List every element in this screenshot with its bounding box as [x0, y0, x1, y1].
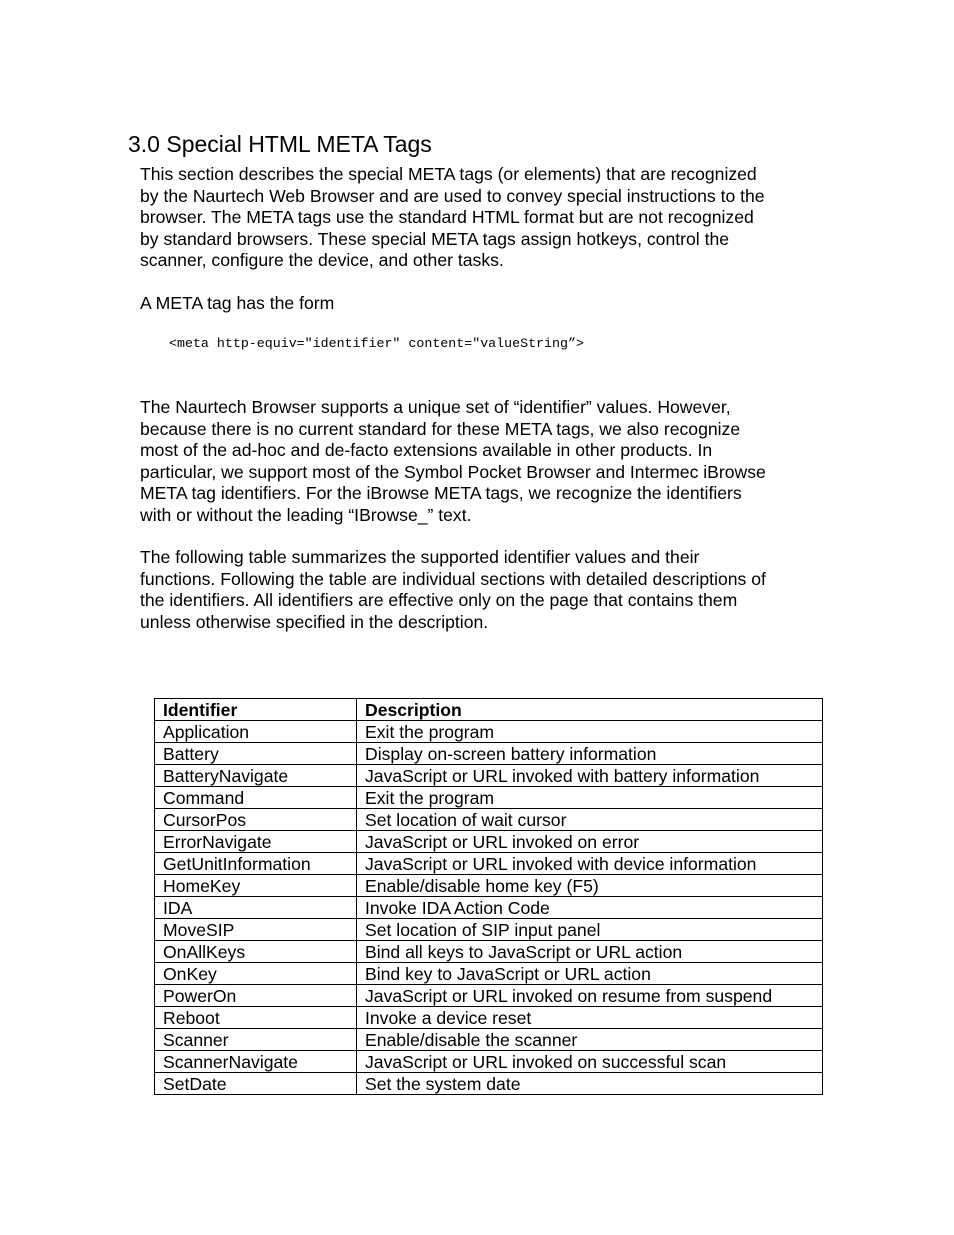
identifier-cell: MoveSIP: [155, 919, 357, 941]
table-row: [155, 897, 823, 919]
description-cell: Exit the program: [357, 787, 823, 809]
table-row: [155, 1029, 823, 1051]
identifier-table: [154, 698, 823, 1095]
description-cell: Bind key to JavaScript or URL action: [357, 963, 823, 985]
table-row: [155, 1051, 823, 1073]
description-cell: Enable/disable home key (F5): [357, 875, 823, 897]
header-identifier: Identifier: [155, 699, 357, 721]
table-row: [155, 787, 823, 809]
table-row: [155, 919, 823, 941]
identifier-cell: ErrorNavigate: [155, 831, 357, 853]
description-cell: Enable/disable the scanner: [357, 1029, 823, 1051]
identifier-cell: Reboot: [155, 1007, 357, 1029]
description-cell: JavaScript or URL invoked on successful scan: [357, 1051, 823, 1073]
table-row: [155, 721, 823, 743]
description-cell: Invoke a device reset: [357, 1007, 823, 1029]
identifier-cell: ScannerNavigate: [155, 1051, 357, 1073]
header-description: Description: [357, 699, 823, 721]
description-cell: Set location of wait cursor: [357, 809, 823, 831]
description-cell: Set location of SIP input panel: [357, 919, 823, 941]
table-row: [155, 743, 823, 765]
table-row: [155, 765, 823, 787]
section-heading: 3.0 Special HTML META Tags: [128, 131, 432, 157]
table-header-row: [155, 699, 823, 721]
description-cell: JavaScript or URL invoked with device information: [357, 853, 823, 875]
identifier-cell: Command: [155, 787, 357, 809]
text-line: functions. Following the table are individual sections with detailed descriptions of: [140, 568, 766, 589]
text-line: The following table summarizes the supported identifier values and their: [140, 547, 700, 567]
table-row: [155, 941, 823, 963]
identifier-cell: IDA: [155, 897, 357, 919]
text-line: This section describes the special META tags (or elements) that are recognized: [140, 164, 757, 184]
table-body: [155, 721, 823, 1095]
text-line: because there is no current standard for these META tags, we also recognize: [140, 418, 741, 439]
text-line: META tag identifiers. For the iBrowse META tags, we recognize the identifiers: [140, 483, 742, 504]
text-line: The Naurtech Browser supports a unique set of “identifier” values. However,: [140, 397, 731, 417]
text-line: scanner, configure the device, and other tasks.: [140, 250, 504, 271]
identifier-cell: Scanner: [155, 1029, 357, 1051]
description-cell: JavaScript or URL invoked on error: [357, 831, 823, 853]
text-line: the identifiers. All identifiers are effective only on the page that contains them: [140, 590, 738, 611]
description-cell: Invoke IDA Action Code: [357, 897, 823, 919]
support-paragraph: [140, 397, 830, 527]
code-example: <meta http-equiv="identifier" content="valueString”>: [169, 336, 584, 351]
text-line: by standard browsers. These special META tags assign hotkeys, control the: [140, 228, 730, 249]
identifier-cell: HomeKey: [155, 875, 357, 897]
text-line: particular, we support most of the Symbol Pocket Browser and Intermec iBrowse: [140, 461, 766, 482]
identifier-cell: Battery: [155, 743, 357, 765]
text-line: by the Naurtech Web Browser and are used to convey special instructions to the: [140, 185, 765, 206]
identifier-cell: OnKey: [155, 963, 357, 985]
table-row: [155, 875, 823, 897]
table-row: [155, 853, 823, 875]
table-row: [155, 1007, 823, 1029]
table-row: [155, 985, 823, 1007]
identifier-cell: GetUnitInformation: [155, 853, 357, 875]
identifier-cell: PowerOn: [155, 985, 357, 1007]
description-cell: Exit the program: [357, 721, 823, 743]
text-line: most of the ad-hoc and de-facto extensions available in other products. In: [140, 440, 713, 461]
identifier-cell: Application: [155, 721, 357, 743]
description-cell: JavaScript or URL invoked on resume from suspend: [357, 985, 823, 1007]
table-row: [155, 809, 823, 831]
table-intro-paragraph: [140, 547, 830, 633]
table-row: [155, 963, 823, 985]
intro-paragraph: [140, 164, 830, 272]
description-cell: Bind all keys to JavaScript or URL action: [357, 941, 823, 963]
identifier-cell: BatteryNavigate: [155, 765, 357, 787]
description-cell: Set the system date: [357, 1073, 823, 1095]
table-row: [155, 1073, 823, 1095]
description-cell: Display on-screen battery information: [357, 743, 823, 765]
identifier-cell: SetDate: [155, 1073, 357, 1095]
identifier-cell: OnAllKeys: [155, 941, 357, 963]
text-line: unless otherwise specified in the description.: [140, 611, 489, 632]
description-cell: JavaScript or URL invoked with battery information: [357, 765, 823, 787]
meta-form-text: A META tag has the form: [140, 293, 335, 313]
text-line: browser. The META tags use the standard HTML format but are not recognized: [140, 207, 754, 228]
table-row: [155, 831, 823, 853]
text-line: with or without the leading “IBrowse_” text.: [140, 504, 472, 525]
identifier-cell: CursorPos: [155, 809, 357, 831]
